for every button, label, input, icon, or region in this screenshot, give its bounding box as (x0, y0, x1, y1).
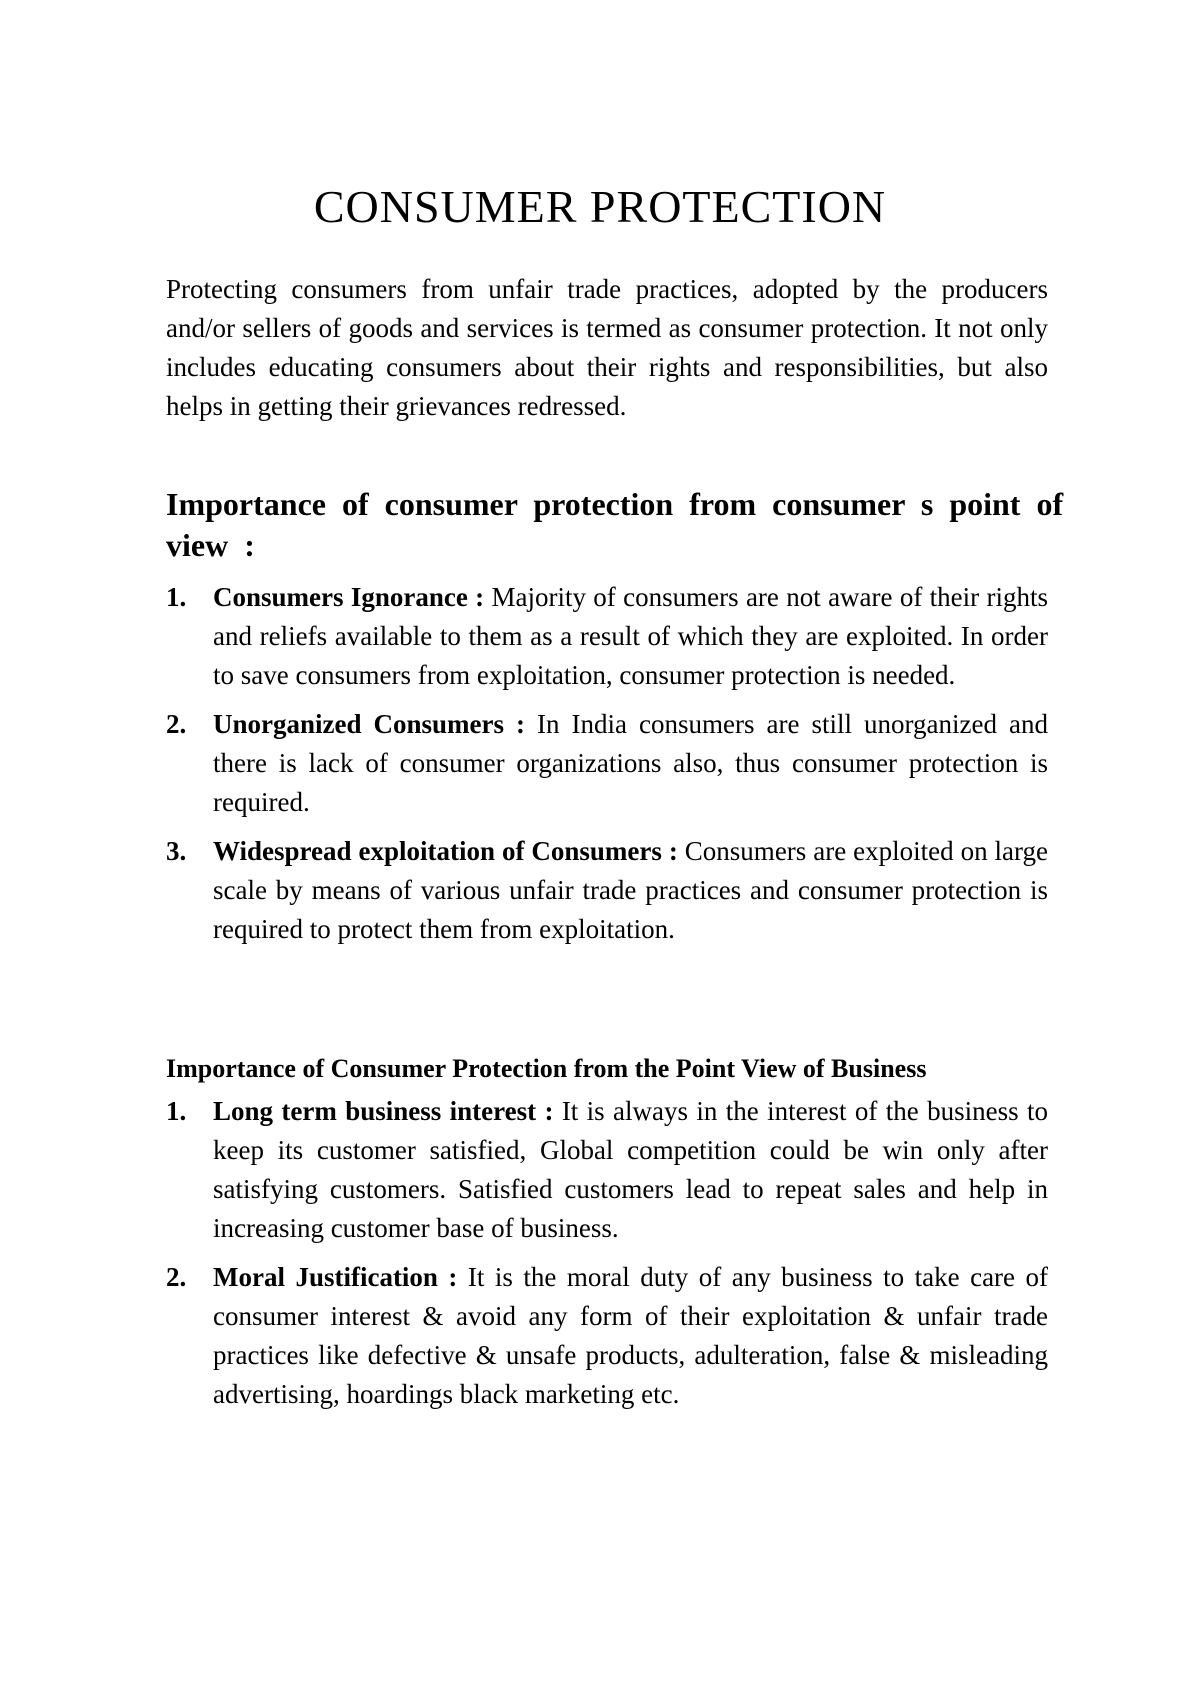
list-item-term: Long term business interest : (213, 1096, 554, 1126)
list-item-number: 1. (166, 1096, 187, 1126)
list-item (166, 1092, 1048, 1248)
list-item-text: Consumers are exploited on large scale by means of various unfair trade practices and consumer protection is required to protect them from exploitation. (213, 836, 1049, 944)
list-item (166, 578, 1048, 695)
intro-paragraph: Protecting consumers from unfair trade practices, adopted by the producers and/or sellers of goods and services is termed as consumer protection. It not only includes educating consumers about their rights and responsibilities, but also helps in getting their grievances redressed. (166, 274, 1048, 421)
business-view-list (166, 1092, 1048, 1424)
consumer-view-list (166, 578, 1048, 959)
list-item-text: It is always in the interest of the business to keep its customer satisfied, Global competition could be win only after satisfying customers. Satisfied customers lead to repeat sales and help in increasing customer base of business. (213, 1096, 1048, 1243)
page-title: CONSUMER PROTECTION (313, 181, 887, 232)
list-item-term: Moral Justification : (213, 1262, 458, 1292)
list-item-number: 1. (166, 582, 187, 612)
list-item-text: It is the moral duty of any business to take care of consumer interest & avoid any form of their exploitation & unfair trade practices like defective & unsafe products, adulteration, false & misleading advertising, hoardings black marketing etc. (213, 1262, 1048, 1409)
list-item (166, 832, 1048, 949)
section-heading-business-view: Importance of Consumer Protection from the Point View of Business (166, 1054, 927, 1083)
list-item-text: Majority of consumers are not aware of their rights and reliefs available to them as a result of which they are exploited. In order to save consumers from exploitation, consumer protection is needed. (213, 582, 1048, 690)
list-item-term: Unorganized Consumers : (213, 709, 526, 739)
list-item-number: 3. (166, 836, 187, 866)
list-item-term: Consumers Ignorance : (213, 582, 485, 612)
list-item-text: In India consumers are still unorganized and there is lack of consumer organizations also, thus consumer protection is required. (213, 709, 1048, 817)
list-item-term: Widespread exploitation of Consumers : (213, 836, 678, 866)
list-item-number: 2. (166, 709, 187, 739)
section-heading-consumer-view: Importance of consumer protection from consumer s point of view : (166, 486, 1064, 563)
list-item (166, 705, 1048, 822)
list-item (166, 1258, 1048, 1414)
list-item-number: 2. (166, 1262, 187, 1292)
